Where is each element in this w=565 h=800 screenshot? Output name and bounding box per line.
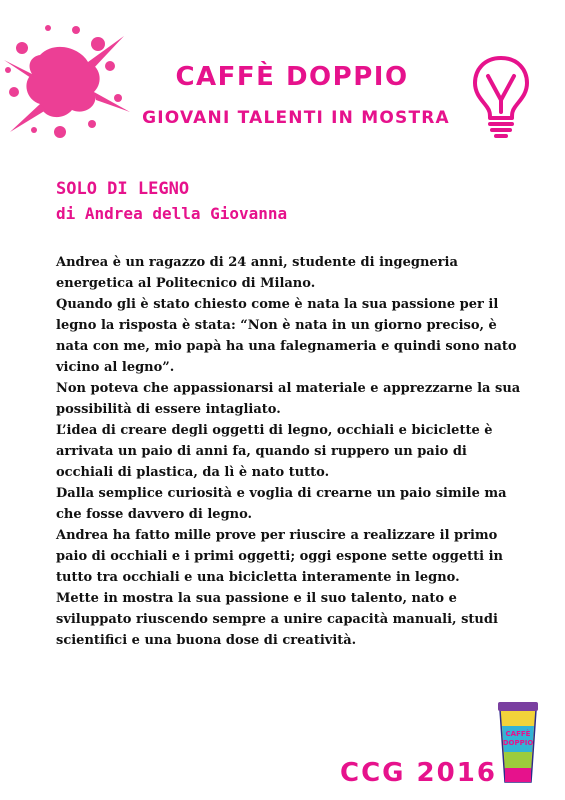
article-body [56, 252, 526, 651]
header-title: CAFFÈ DOPPIO [175, 62, 409, 92]
article-paragraph: Dalla semplice curiosità e voglia di crearne un paio simile ma che fosse davvero di legno. [56, 486, 507, 522]
article-paragraph: Quando gli è stato chiesto come è nata la sua passione per il legno la risposta è stata: “Non è nata in un giorno preciso, è nata con me, mio papà ha una falegnameria e quindi sono nato vicino al legno”. [56, 297, 517, 375]
cup-text-line2: DOPPIO [502, 739, 534, 747]
article-paragraph: Andrea è un ragazzo di 24 anni, studente di ingegneria energetica al Politecnico di Milano. [56, 255, 458, 291]
cup-text-line1: CAFFÈ [505, 730, 531, 738]
article-title: SOLO DI LEGNO [56, 179, 190, 199]
footer-year: CCG 2016 [340, 758, 497, 788]
header-subtitle: GIOVANI TALENTI IN MOSTRA [142, 108, 450, 128]
article-paragraph: Mette in mostra la sua passione e il suo talento, nato e sviluppato riuscendo sempre a unire capacità manuali, studi scientifici e una buona dose di creatività. [56, 591, 498, 648]
article-paragraph: L’idea di creare degli oggetti di legno, occhiali e biciclette è arrivata un paio di anni fa, quando si ruppero un paio di occhiali di plastica, da lì è nato tutto. [56, 423, 493, 480]
article-paragraph: Non poteva che appassionarsi al materiale e apprezzarne la sua possibilità di essere intagliato. [56, 381, 521, 417]
article-author: di Andrea della Giovanna [56, 204, 288, 223]
lightbulb-v-icon [470, 52, 532, 142]
coffee-cup-logo-icon [494, 696, 542, 788]
article-paragraph: Andrea ha fatto mille prove per riuscire a realizzare il primo paio di occhiali e i primi oggetti; oggi espone sette oggetti in tutto tra occhiali e una bicicletta interamente in legno. [56, 528, 503, 585]
